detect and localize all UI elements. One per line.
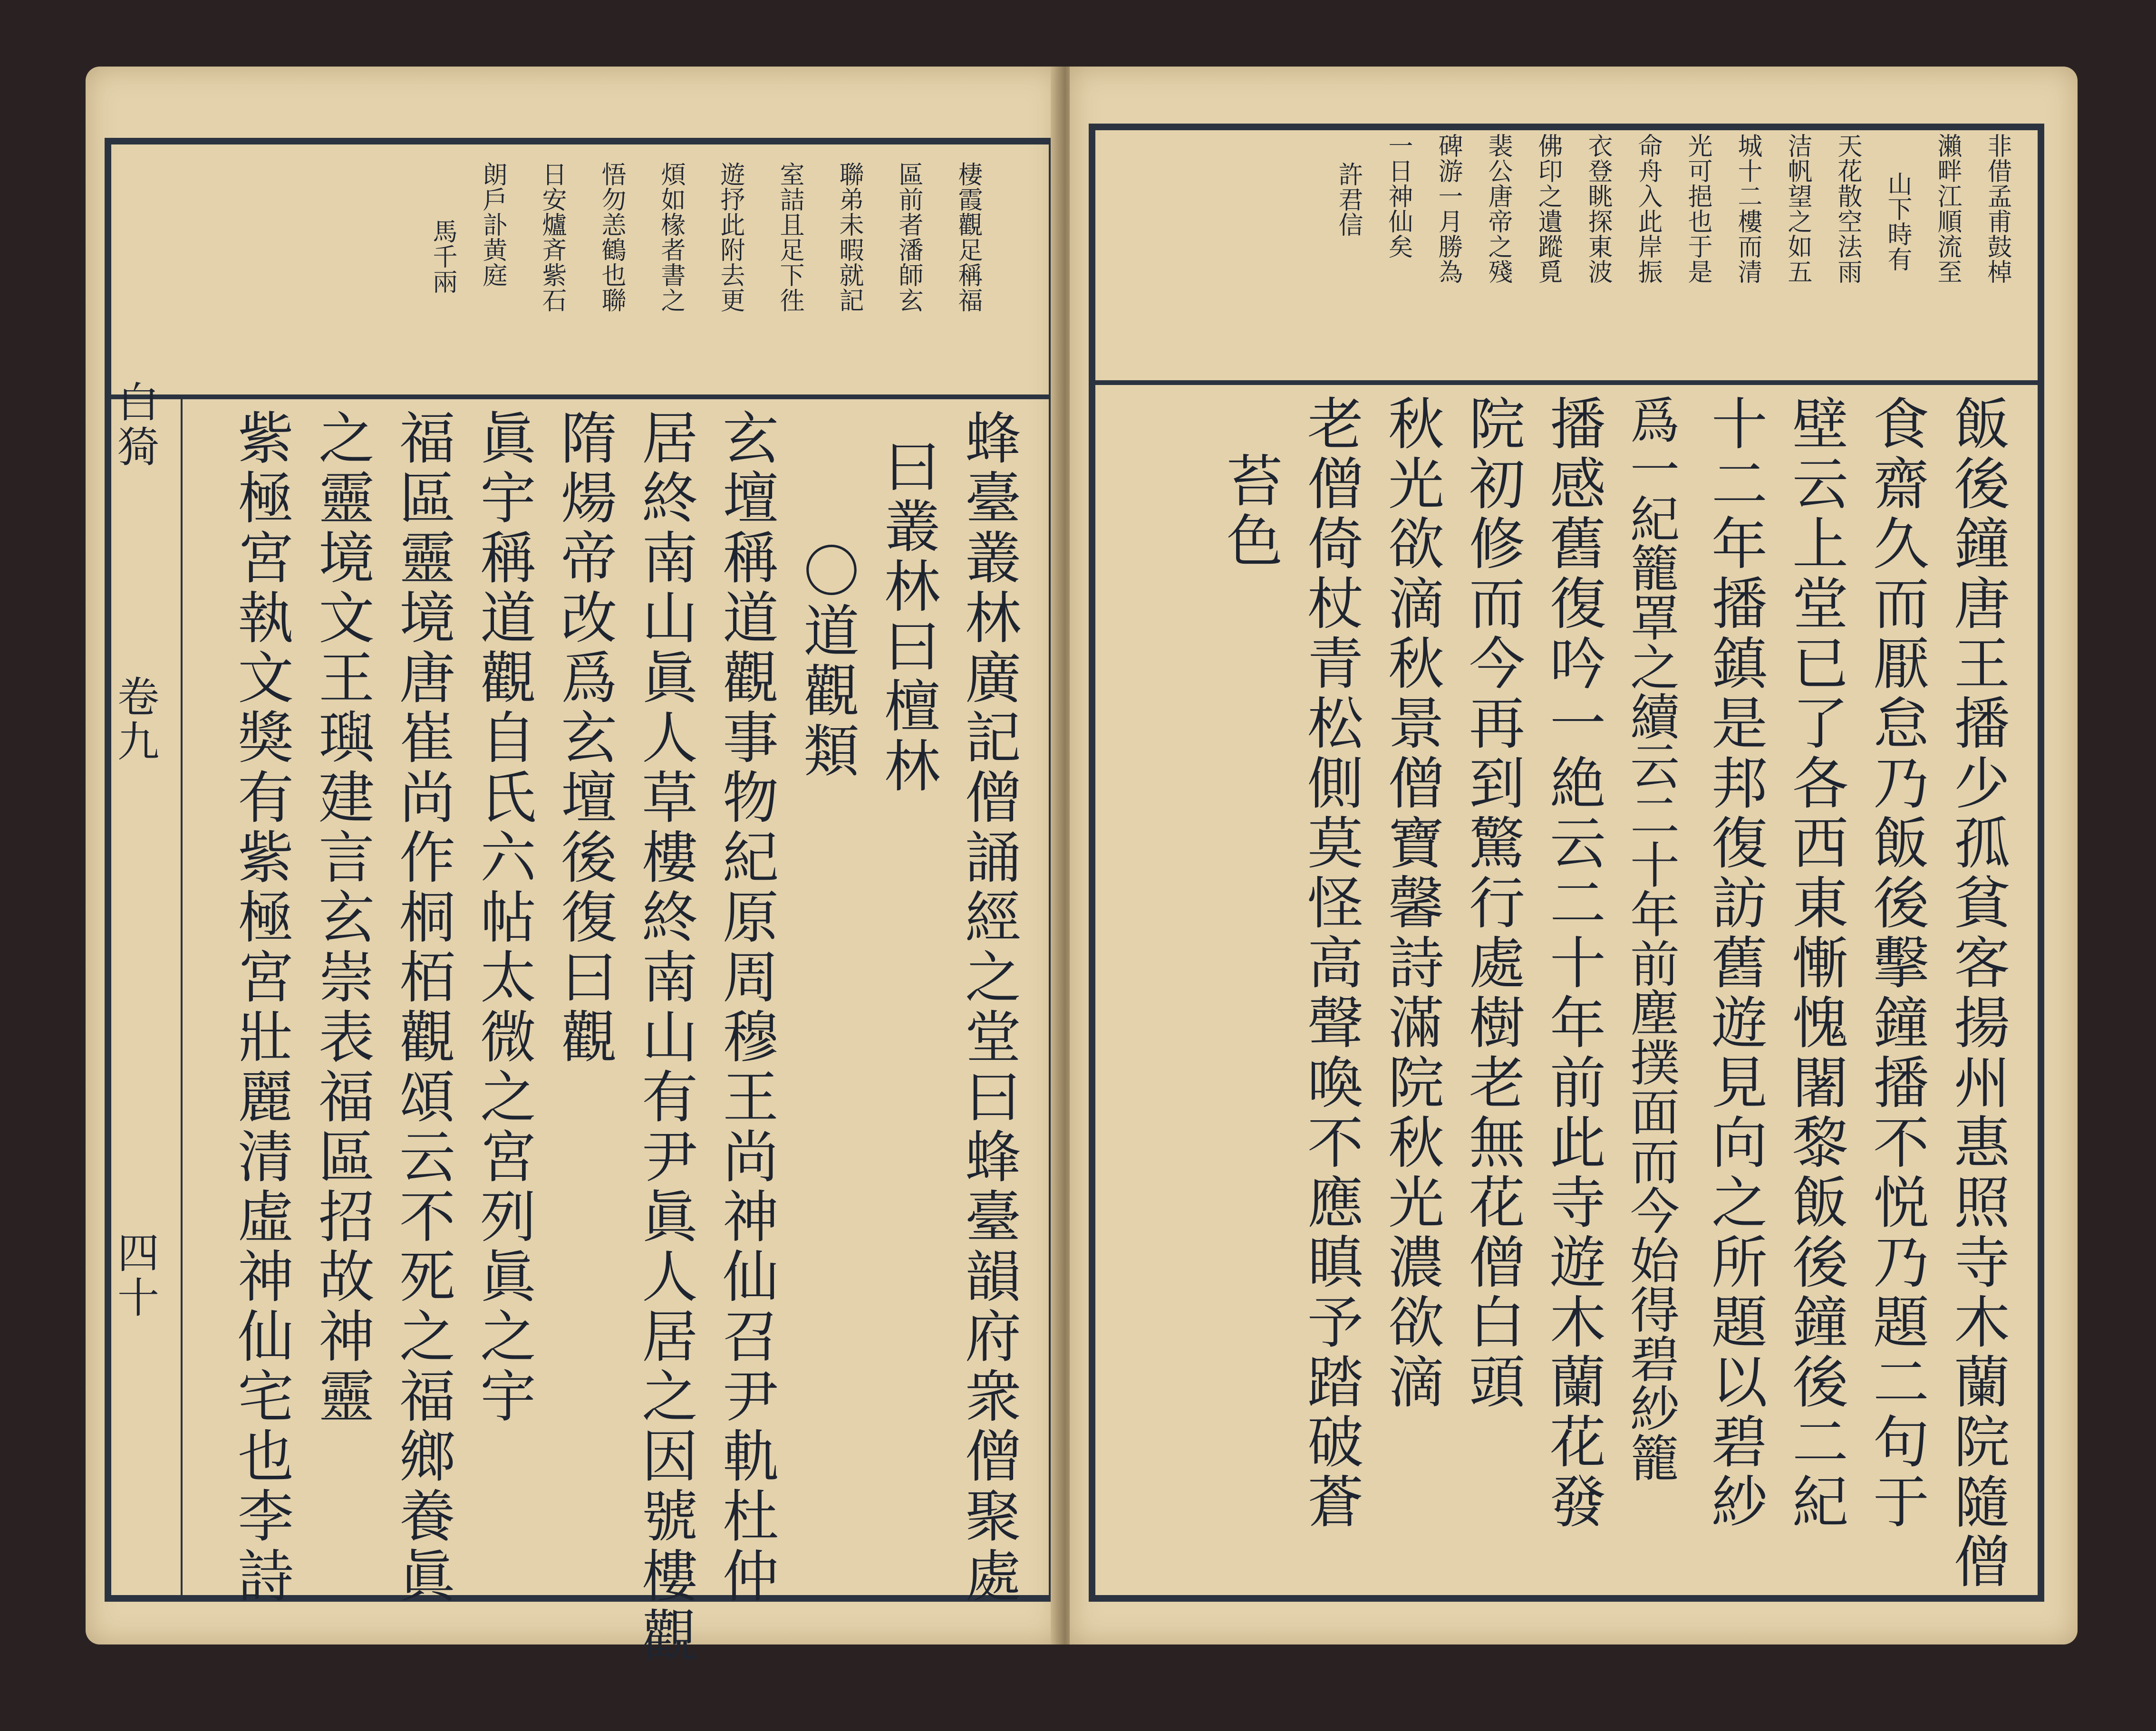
note-column: 一日神仙矣 <box>1384 133 1412 259</box>
note-column: 區前者潘師玄 <box>894 162 923 313</box>
note-column: 棲霞觀足稱福 <box>954 162 982 313</box>
note-column: 馬千兩 <box>428 219 457 294</box>
note-column: 山下時有 <box>1883 171 1912 272</box>
note-column: 衣登眺探東波 <box>1584 133 1612 284</box>
right-main-text <box>1108 394 2030 1592</box>
note-column: 命舟入此岸振 <box>1634 133 1662 284</box>
note-column: 朗戶訃黄庭 <box>478 162 507 288</box>
open-book <box>86 67 2078 1666</box>
text-column: 紫極宮執文獎有紫極宮壯麗清虛神仙宅也李詩 <box>228 409 294 1606</box>
note-column: 聯弟未暇就記 <box>835 162 863 313</box>
text-column: 壁云上堂已了各西東慚愧闍黎飯後鐘後二紀 <box>1783 394 1848 1532</box>
left-note-divider <box>105 394 1055 399</box>
text-column: 居終南山眞人草樓終南山有尹眞人居之因號樓觀 <box>632 409 698 1666</box>
text-column: 玄壇稱道觀事物紀原周穆王尚神仙召尹軌杜仲 <box>713 409 779 1606</box>
text-column: 福區靈境唐崔尚作桐栢觀頌云不死之福鄉養眞 <box>390 409 455 1606</box>
text-column: 之靈境文王璵建言玄崇表福區招故神靈 <box>309 409 375 1427</box>
text-column: 播感舊復吟一絶云二十年前此寺遊木蘭花發 <box>1540 394 1606 1532</box>
margin-title: 白猗 <box>111 380 160 470</box>
note-column: 遊抒此附去更 <box>716 162 744 313</box>
text-column: 眞宇稱道觀自氏六帖太微之宮列眞之宇 <box>471 409 536 1427</box>
text-column: 秋光欲滴秋景僧寶馨詩滿院秋光濃欲滴 <box>1379 394 1444 1413</box>
text-column: 爲一紀籠罩之續云二十年前塵撲面而今始得碧紗籠 <box>1622 394 1680 1482</box>
right-page <box>1070 67 2078 1644</box>
right-note-divider <box>1089 380 2044 385</box>
note-column: 許君信 <box>1334 162 1363 237</box>
text-column: 隋煬帝改爲玄壇後復曰觀 <box>551 409 617 1067</box>
volume-label: 卷九 <box>111 675 160 764</box>
section-heading: 〇道觀類 <box>794 542 860 781</box>
note-column: 洁帆望之如五 <box>1783 133 1812 284</box>
left-page <box>86 67 1060 1666</box>
note-column: 裴公唐帝之殘 <box>1484 133 1512 284</box>
note-column: 瀨畔江順流至 <box>1933 133 1962 284</box>
note-column: 室詰且足下徃 <box>775 162 804 313</box>
left-main-text <box>195 409 1046 1666</box>
margin-rule <box>181 399 183 1602</box>
page-number: 四十 <box>111 1231 160 1320</box>
note-column: 悟勿恙鶴也聯 <box>597 162 626 313</box>
note-column: 非借孟甫鼓棹 <box>1983 133 2011 284</box>
text-column: 飯後鐘唐王播少孤貧客揚州惠照寺木蘭院隨僧 <box>1944 394 2010 1592</box>
left-top-notes <box>342 162 1027 390</box>
text-column: 食齋久而厭怠乃飯後擊鐘播不悦乃題二句于 <box>1864 394 1929 1532</box>
text-column: 苔色 <box>1217 452 1283 571</box>
note-column: 城十二樓而清 <box>1733 133 1762 284</box>
text-column: 蜂臺叢林廣記僧誦經之堂曰蜂臺韻府衆僧聚處 <box>956 409 1021 1606</box>
note-column: 日安爐斉紫石 <box>538 162 566 313</box>
text-column: 院初修而今再到驚行處樹老無花僧白頭 <box>1460 394 1525 1413</box>
text-column: 十二年播鎮是邦復訪舊遊見向之所題以碧紗 <box>1702 394 1768 1532</box>
note-column: 天花散空法雨 <box>1833 133 1862 284</box>
text-column: 老僧倚杖青松側莫怪高聲喚不應瞋予踏破蒼 <box>1298 394 1363 1532</box>
note-column: 光可挹也于是 <box>1683 133 1712 284</box>
note-column: 煩如椽者書之 <box>657 162 685 313</box>
text-column: 曰叢林曰檀林 <box>875 437 940 797</box>
note-column: 佛印之遺蹤覓 <box>1534 133 1562 284</box>
right-top-notes <box>1250 133 2030 371</box>
note-column: 碑游一月勝為 <box>1434 133 1462 284</box>
